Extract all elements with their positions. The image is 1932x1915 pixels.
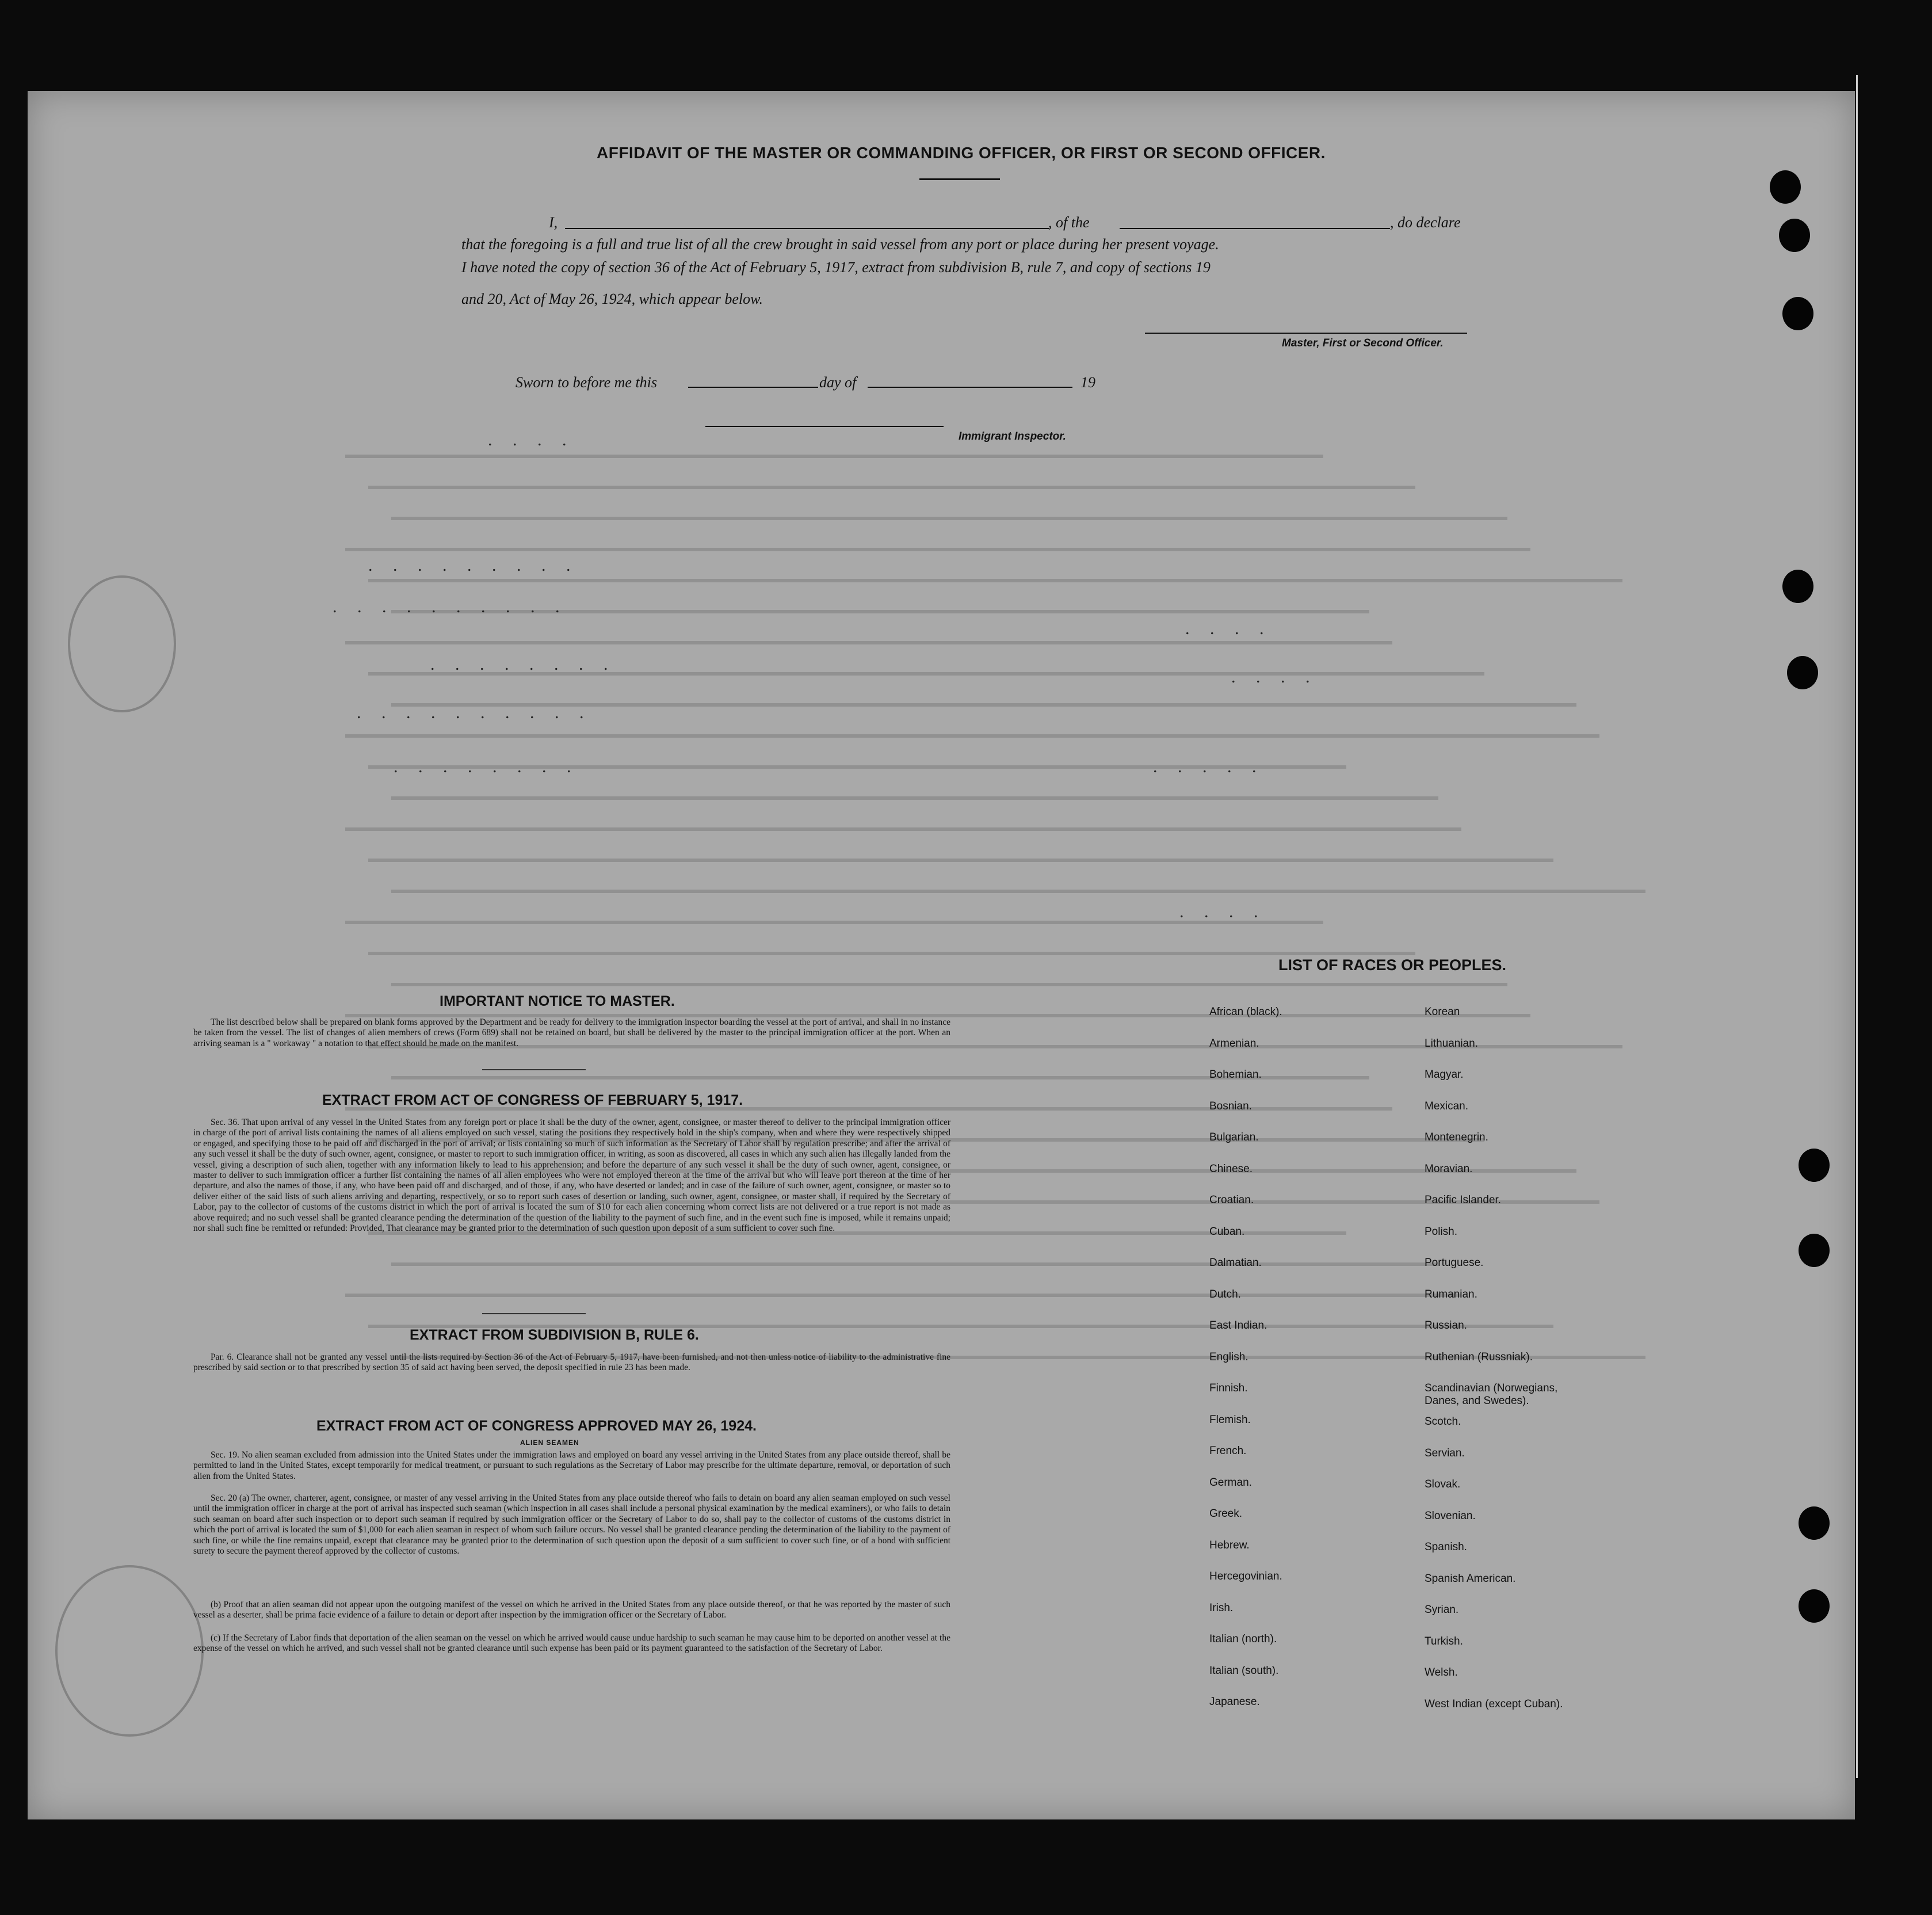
race-item: Cuban.	[1209, 1225, 1245, 1238]
faint-seal-stamp	[68, 575, 176, 712]
race-item: Welsh.	[1425, 1666, 1458, 1679]
dot-leaders: . . . .	[1185, 619, 1272, 638]
race-item: Pacific Islander.	[1425, 1194, 1502, 1206]
bleed-through-row	[345, 921, 1323, 924]
bleed-through-row	[368, 486, 1415, 489]
rule6-text: Par. 6. Clearance shall not be granted any vessel until the lists required by Section 36 of the Act of February 5, 1917, have been furnished, and not then unless notice of liability to the administrative fine prescribed by said section or to that prescribed by section 35 of said act having been served, the deposit specified in rule 23 has been made.	[193, 1352, 950, 1373]
race-item: Russian.	[1425, 1319, 1467, 1332]
race-item: Lithuanian.	[1425, 1037, 1478, 1050]
sec20c-text: (c) If the Secretary of Labor finds that deportation of the alien seaman on the vessel on which he arrived would cause undue hardship to such seaman he may cause him to be deported on another vessel at the expense of the vessel on which he arrived, and such vessel shall not be granted clearance until such expense has been paid or its payment guaranteed to the satisfaction of the Secretary of Labor.	[193, 1633, 950, 1654]
dot-leaders: . . . . . . . . .	[368, 556, 579, 575]
dot-leaders: . . . . . . . .	[394, 757, 579, 776]
title-rule	[919, 178, 1000, 180]
affidavit-line3: I have noted the copy of section 36 of the Act of February 5, 1917, extract from subdivision B, rule 7, and copy of sections 19	[461, 259, 1211, 276]
inspector-caption: Immigrant Inspector.	[959, 430, 1066, 442]
race-item: Montenegrin.	[1425, 1131, 1488, 1143]
vessel-blank	[1120, 228, 1390, 229]
race-item: Bosnian.	[1209, 1100, 1252, 1112]
race-item: Irish.	[1209, 1601, 1234, 1614]
race-item: French.	[1209, 1445, 1247, 1457]
race-item: Mexican.	[1425, 1100, 1469, 1112]
page-edge	[1856, 75, 1858, 1778]
punch-hole	[1799, 1234, 1830, 1267]
race-item: Polish.	[1425, 1225, 1458, 1238]
year-prefix: 19	[1080, 374, 1095, 391]
affidavit-line4: and 20, Act of May 26, 1924, which appear below.	[461, 291, 763, 307]
affidavit-declare: , do declare	[1390, 214, 1461, 231]
affidavit-i: I,	[549, 214, 558, 231]
bleed-through-row	[345, 827, 1461, 831]
punch-hole	[1799, 1589, 1830, 1623]
bleed-through-row	[391, 890, 1645, 893]
race-item: Armenian.	[1209, 1037, 1259, 1050]
race-item: German.	[1209, 1476, 1252, 1489]
race-item: Italian (north).	[1209, 1633, 1277, 1645]
race-item: African (black).	[1209, 1006, 1282, 1018]
dot-leaders: . . . . . . . .	[430, 655, 616, 674]
punch-hole	[1799, 1506, 1830, 1540]
race-item: Greek.	[1209, 1508, 1243, 1520]
extract-1917-text: Sec. 36. That upon arrival of any vessel in the United States from any foreign port or place it shall be the duty of the owner, agent, consignee, or master thereof to deliver to the principal immigration officer in charge of the port of arrival lists containing the names of all aliens employed on such vessel, stating the positions they respectively hold in the ship's company, when and where they were respectively shipped or engaged, and specifying those to be paid off and discharged in the port of arrival; or lists containing so much of such information as the Secretary of Labor shall by regulation prescribe; and after the arrival of any such vessel it shall be the duty of such owner, agent, consignee, or master to report to such immigration officer, in writing, as soon as discovered, all cases in which any such alien has illegally landed from the vessel, giving a description of such alien, together with any information likely to lead to his apprehension; and before the departure of any such vessel it shall be the duty of such owner, agent, consignee, or master to deliver to such immigration officer a further list containing the names of all alien employees who were not employed thereon at the time of the arrival but who will leave port thereon at the time of her departure, and also the names of those, if any, who have been paid off and discharged, and of those, if any, who have deserted or landed; and in case of the failure of such owner, agent, consignee, or master so to deliver either of the said lists of such aliens arriving and departing, respectively, or so to report such cases of desertion or landing, such owner, agent, consignee, or master shall, if required by the Secretary of Labor, pay to the collector of customs of the customs district in which the port of arrival is located the sum of $10 for each alien concerning whom correct lists are not delivered or a true report is not made as above required; and no such vessel shall be granted clearance pending the determination of the question of the liability to the payment of such fine, and in the event such fine is imposed, while it remains unpaid; nor shall such fine be remitted or refunded: Provided, That clearance may be granted prior to the determination of such question upon deposit of a sum sufficient to cover such fine.	[193, 1117, 950, 1234]
race-item: Spanish American.	[1425, 1572, 1516, 1585]
bleed-through-row	[345, 734, 1599, 738]
name-blank	[565, 228, 1049, 229]
race-item: Syrian.	[1425, 1604, 1459, 1616]
punch-hole	[1787, 656, 1818, 689]
sec20a-text: Sec. 20 (a) The owner, charterer, agent, consignee, or master of any vessel arriving in the United States from any place outside thereof who fails to detain on board any alien seaman employed on such vessel until the immigration officer in charge at the port of arrival has inspected such seaman (which inspection in all cases shall include a personal physical examination by the medical examiners), or who fails to detain such seaman on board after such inspection or to deport such seaman if required by such immigration officer or the Secretary of Labor to do so, shall pay to the collector of customs of the customs district in which the port of arrival is located the sum of $1,000 for each alien seaman in respect of whom such failure occurs. No vessel shall be granted clearance pending the determination of the liability to the payment of such fine, or while the fine remains unpaid, except that clearance may be granted prior to the determination of such question upon the deposit of a sum sufficient to cover such fine, or of a bond with sufficient surety to secure the payment thereof approved by the collector of customs.	[193, 1493, 950, 1557]
sec19-text: Sec. 19. No alien seaman excluded from admission into the United States under the immigration laws and employed on board any vessel arriving in the United States from any place outside thereof, shall be permitted to land in the United States, except temporarily for medical treatment, or pursuant to such regulations as the Secretary of Labor may prescribe for the ultimate departure, removal, or deportation of such alien from the United States.	[193, 1450, 950, 1481]
punch-hole	[1782, 297, 1813, 330]
sec20b-text: (b) Proof that an alien seaman did not appear upon the outgoing manifest of the vessel on which he arrived in the United States from any place outside thereof, or that he was reported by the master of such vessel as a deserter, shall be prima facie evidence of a failure to detain or deport after inspection by the immigration officer or the Secretary of Labor.	[193, 1600, 950, 1620]
dot-leaders: . . . . .	[1153, 757, 1265, 776]
bleed-through-row	[391, 796, 1438, 800]
race-item: Korean	[1425, 1006, 1460, 1018]
race-item: Scandinavian (Norwegians, Danes, and Swedes).	[1425, 1382, 1558, 1407]
races-title: LIST OF RACES OR PEOPLES.	[1278, 956, 1507, 974]
race-item: Scotch.	[1425, 1416, 1461, 1428]
race-item: Magyar.	[1425, 1069, 1464, 1081]
race-item: Spanish.	[1425, 1541, 1467, 1553]
affidavit-line2: that the foregoing is a full and true list of all the crew brought in said vessel from any port or place during her present voyage.	[461, 236, 1219, 253]
race-item: Slovak.	[1425, 1478, 1461, 1490]
race-item: Servian.	[1425, 1447, 1465, 1459]
bleed-through-row	[368, 859, 1553, 862]
bleed-through-row	[345, 455, 1323, 458]
notice-title: IMPORTANT NOTICE TO MASTER.	[440, 993, 675, 1009]
race-item: Rumanian.	[1425, 1288, 1477, 1300]
extract-1917-title: EXTRACT FROM ACT OF CONGRESS OF FEBRUARY 5, 1917.	[322, 1092, 743, 1108]
bleed-through-row	[391, 1262, 1438, 1266]
dot-leaders: . . . . . . . . . .	[333, 597, 568, 616]
race-item: Finnish.	[1209, 1382, 1248, 1394]
race-item: Croatian.	[1209, 1194, 1254, 1206]
race-item: Moravian.	[1425, 1162, 1473, 1175]
race-item: Hercegovinian.	[1209, 1570, 1282, 1582]
race-item: Dalmatian.	[1209, 1257, 1262, 1269]
extract-1924-title: EXTRACT FROM ACT OF CONGRESS APPROVED MAY 26, 1924.	[316, 1418, 757, 1434]
punch-hole	[1799, 1149, 1830, 1182]
bleed-through-row	[391, 983, 1507, 986]
race-item: Turkish.	[1425, 1635, 1463, 1647]
master-signature-line	[1145, 333, 1467, 334]
bleed-through-row	[368, 952, 1415, 955]
race-item: Ruthenian (Russniak).	[1425, 1351, 1533, 1363]
bleed-through-row	[345, 641, 1392, 644]
affidavit-of-the: , of the	[1048, 214, 1090, 231]
race-item: Dutch.	[1209, 1288, 1241, 1300]
punch-hole	[1779, 219, 1810, 252]
alien-seamen-subhead: ALIEN SEAMEN	[520, 1439, 579, 1447]
dot-leaders: . . . . . . . . . .	[357, 703, 592, 722]
bleed-through-row	[345, 1294, 1461, 1297]
sworn-text: Sworn to before me this	[516, 374, 658, 391]
bleed-through-row	[391, 517, 1507, 520]
inspector-signature-line	[705, 426, 944, 427]
race-item: Italian (south).	[1209, 1664, 1279, 1677]
section-separator	[482, 1069, 586, 1070]
dot-leaders: . . . .	[1231, 667, 1318, 686]
master-caption: Master, First or Second Officer.	[1282, 337, 1444, 349]
affidavit-title: AFFIDAVIT OF THE MASTER OR COMMANDING OFFICER, OR FIRST OR SECOND OFFICER.	[597, 144, 1326, 162]
dot-leaders: . . . .	[1179, 902, 1266, 921]
race-item: English.	[1209, 1351, 1248, 1363]
race-item: East Indian.	[1209, 1319, 1267, 1332]
day-of-text: day of	[819, 374, 857, 391]
document-page	[28, 91, 1855, 1819]
race-item: West Indian (except Cuban).	[1425, 1697, 1563, 1710]
race-item: Slovenian.	[1425, 1509, 1476, 1522]
sworn-month-blank	[868, 387, 1072, 388]
bleed-through-row	[368, 579, 1622, 582]
sworn-day-blank	[688, 387, 818, 388]
race-item: Japanese.	[1209, 1696, 1260, 1708]
punch-hole	[1770, 170, 1801, 204]
section-separator	[482, 1313, 586, 1314]
bleed-through-row	[345, 548, 1530, 551]
race-item: Bohemian.	[1209, 1069, 1262, 1081]
punch-hole	[1782, 570, 1813, 603]
race-item: Flemish.	[1209, 1413, 1251, 1426]
race-item: Bulgarian.	[1209, 1131, 1259, 1143]
race-item: Chinese.	[1209, 1162, 1253, 1175]
notice-text: The list described below shall be prepared on blank forms approved by the Department and be ready for delivery to the immigration inspector boarding the vessel at the port of arrival, and shall in no instance be taken from the vessel. The list of changes of alien members of crews (Form 689) shall not be retained on board, but shall be delivered by the master to the principal immigration officer at the port. When an arriving seaman is a " workaway " a notation to that effect should be made on the manifest.	[193, 1017, 950, 1048]
race-item: Hebrew.	[1209, 1539, 1250, 1551]
dot-leaders: . . . .	[488, 430, 575, 449]
faint-embossed-seal	[55, 1565, 204, 1737]
rule6-title: EXTRACT FROM SUBDIVISION B, RULE 6.	[410, 1327, 699, 1343]
race-item: Portuguese.	[1425, 1257, 1484, 1269]
